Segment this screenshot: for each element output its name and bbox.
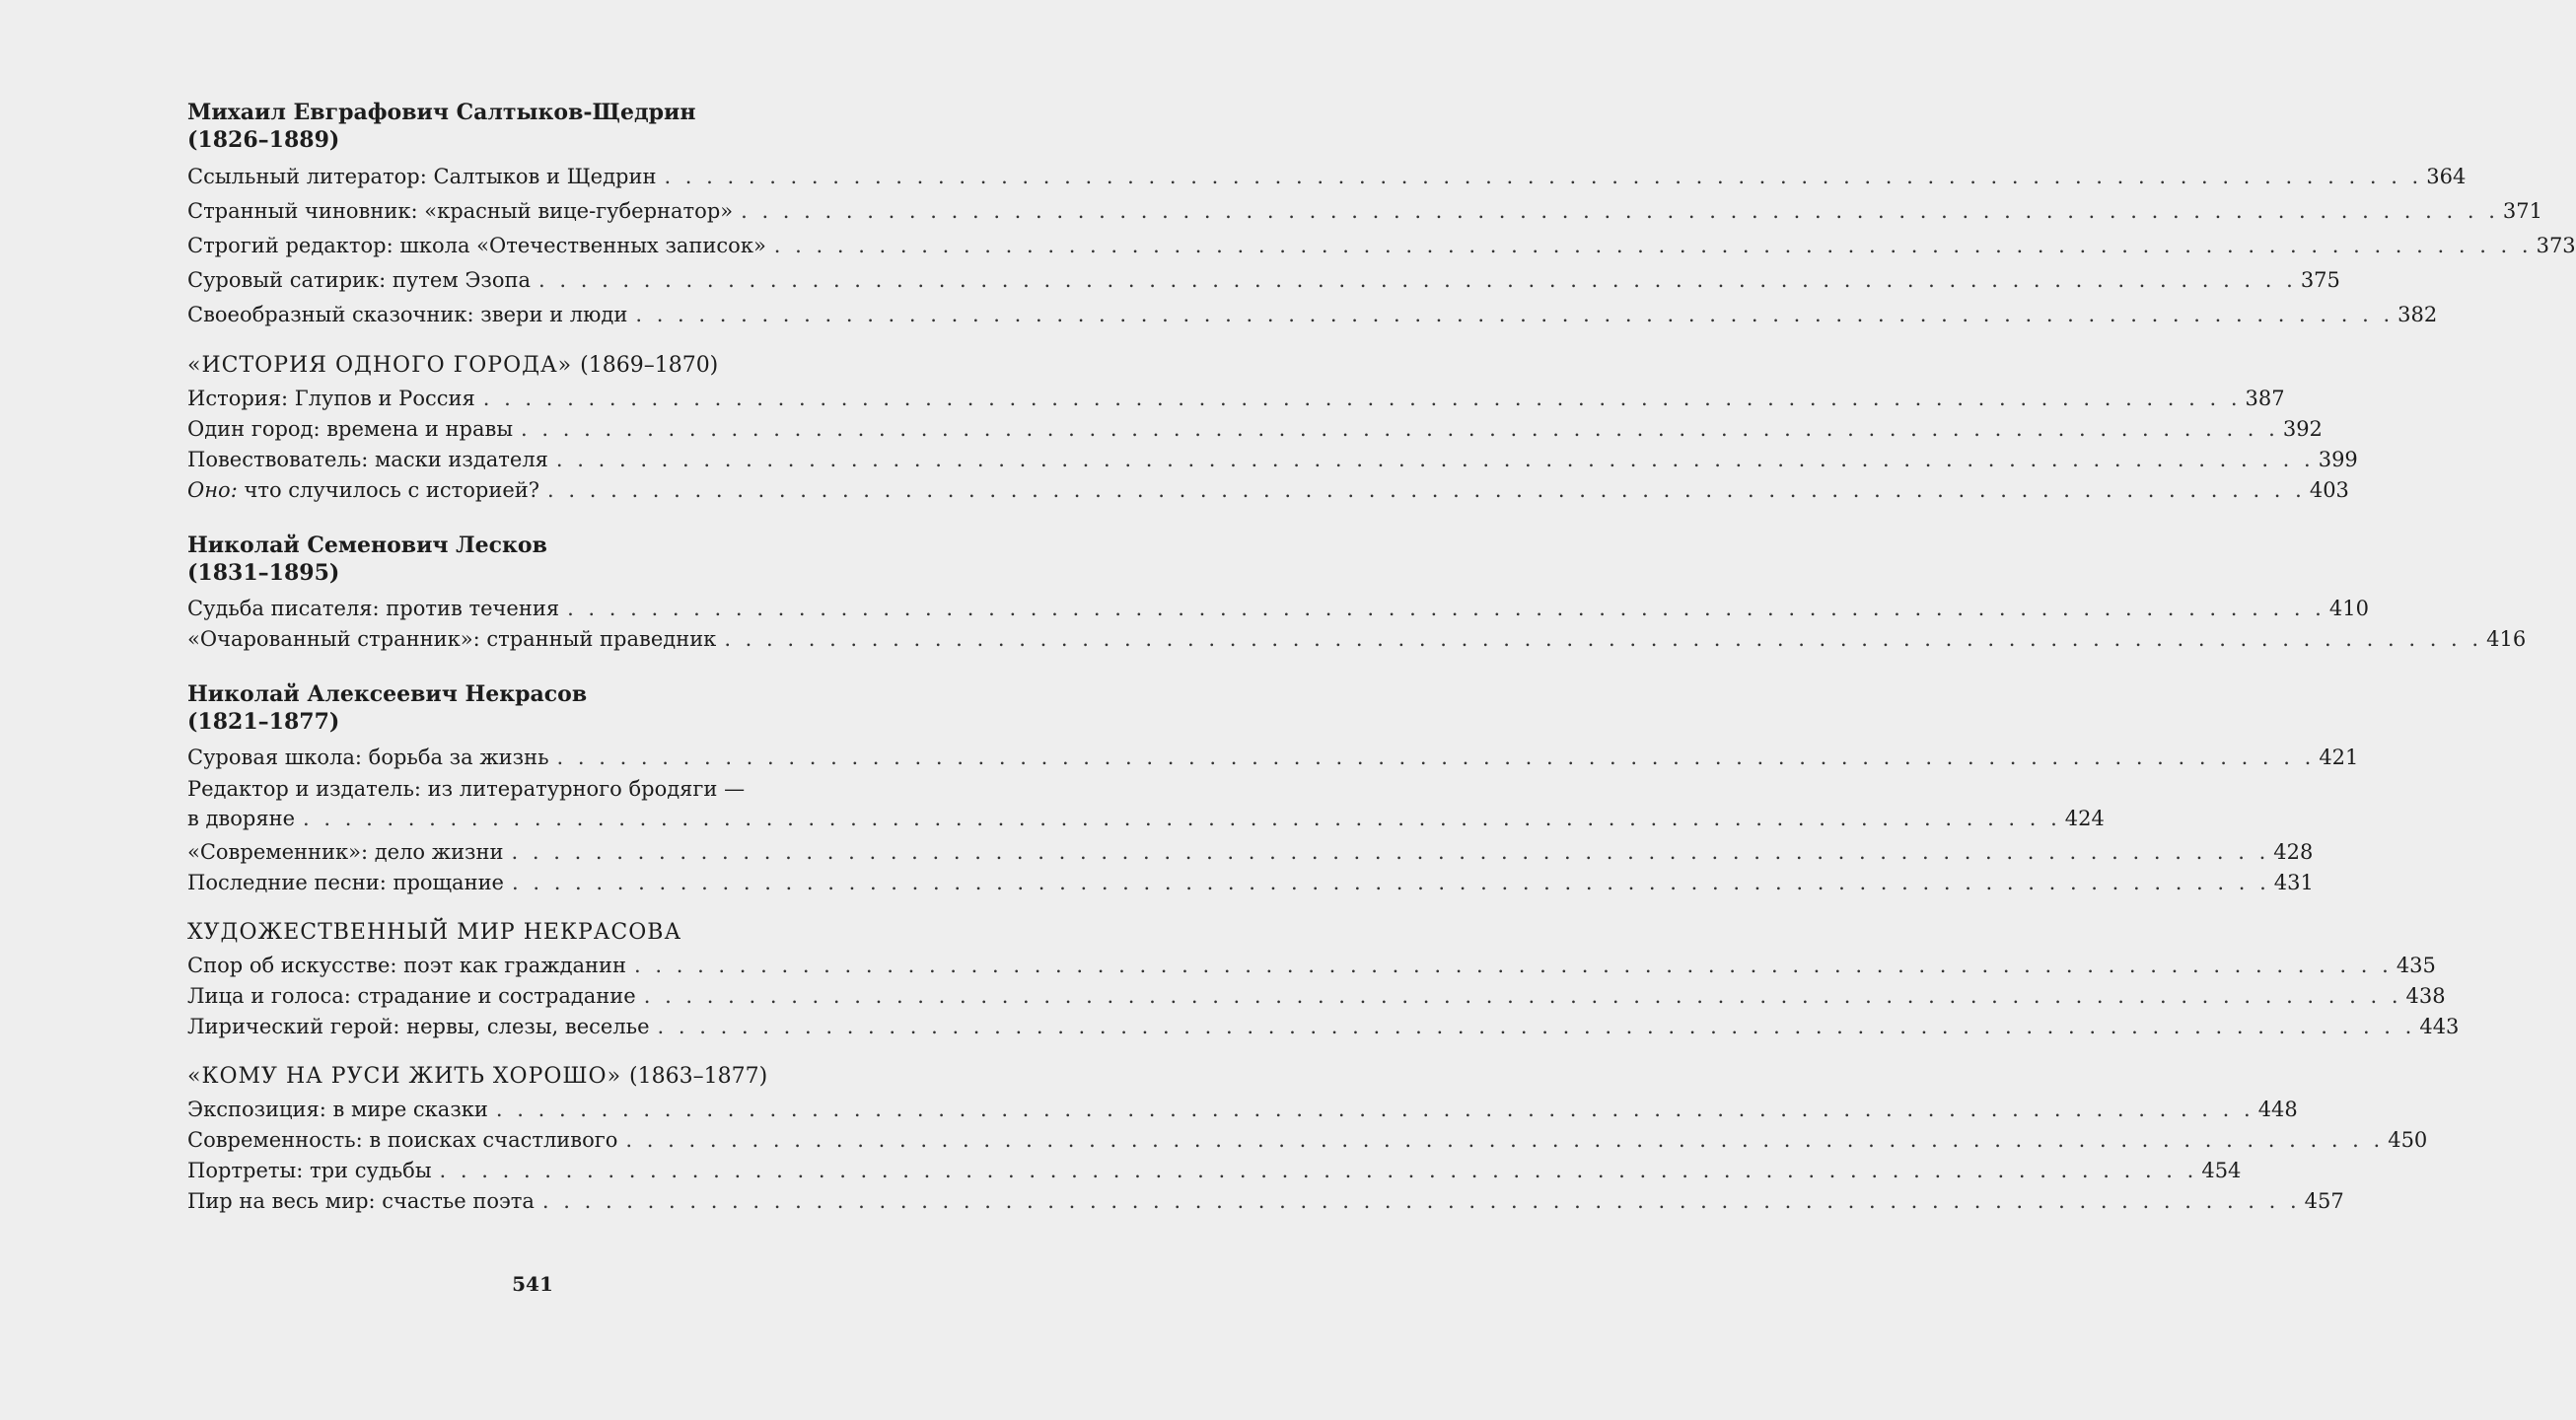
- entry-title: [187, 196, 733, 226]
- entry-title-text: Повествователь: маски издателя: [187, 448, 548, 471]
- toc-entry: [187, 595, 2369, 622]
- work-heading: [187, 918, 838, 948]
- entry-title: [187, 265, 531, 295]
- entry-title-text: «Современник»: дело жизни: [187, 840, 504, 864]
- table-of-contents: [187, 99, 2576, 1218]
- entry-title: [187, 300, 627, 329]
- entry-title-text: Суровый сатирик: путем Эзопа: [187, 268, 532, 292]
- author-dates: (1826–1889): [187, 127, 340, 153]
- work-title: ХУДОЖЕСТВЕННЫЙ МИР НЕКРАСОВА: [187, 920, 682, 945]
- entry-title-text: Современность: в поисках счастливого: [187, 1128, 618, 1152]
- entry-page-number: 416: [2486, 627, 2527, 651]
- author-dates: (1831–1895): [187, 560, 340, 586]
- author-name: Михаил Евграфович Салтыков-Щедрин: [187, 100, 696, 125]
- entry-title-line: Редактор и издатель: из литературного бродяги —: [187, 777, 746, 801]
- entry-title: [187, 231, 766, 260]
- entry-title-line: в дворяне: [187, 807, 296, 830]
- entry-title-text: История: Глупов и Россия: [187, 387, 475, 410]
- dot-leader: . . . . . . . . . . . . . . . . . . . . . . . . . . . . . . . . . . . . . . . . . . . . . . . . . . . . . . . . . . . . . . . . . . . . . . . . . . . . . . . . . . . .: [512, 871, 2270, 894]
- entry-row: [187, 804, 2105, 833]
- entry-page-number: 364: [2426, 165, 2467, 188]
- dot-leader: . . . . . . . . . . . . . . . . . . . . . . . . . . . . . . . . . . . . . . . . . . . . . . . . . . . . . . . . . . . . . . . . . . . . . . . . . . . . . . . . . . . .: [643, 984, 2402, 1008]
- toc-entry: [187, 1013, 2460, 1040]
- entry-title: [187, 625, 716, 653]
- entry-page-number: 392: [2282, 417, 2323, 441]
- entry-title: [187, 869, 504, 896]
- entry-page-number: 450: [2388, 1128, 2428, 1152]
- entry-title: [187, 982, 636, 1010]
- entry-page-number: 443: [2419, 1015, 2460, 1038]
- work-title: «КОМУ НА РУСИ ЖИТЬ ХОРОШО»: [187, 1064, 622, 1089]
- entry-title-text: Спор об искусстве: поэт как гражданин: [187, 954, 627, 977]
- entry-title: [187, 446, 548, 473]
- entry-title: [187, 1187, 535, 1215]
- entry-page-number: 421: [2319, 746, 2359, 769]
- work-years: (1863–1877): [629, 1064, 768, 1089]
- dot-leader: . . . . . . . . . . . . . . . . . . . . . . . . . . . . . . . . . . . . . . . . . . . . . . . . . . . . . . . . . . . . . . . . . . . . . . . . . . . . . . . . . . . .: [773, 234, 2533, 257]
- dot-leader: . . . . . . . . . . . . . . . . . . . . . . . . . . . . . . . . . . . . . . . . . . . . . . . . . . . . . . . . . . . . . . . . . . . . . . . . . . . . . . . . . . . .: [439, 1159, 2198, 1182]
- work-years: (1869–1870): [580, 353, 719, 378]
- entry-page-number: 457: [2304, 1189, 2344, 1213]
- toc-entry: [187, 162, 2467, 191]
- entry-title-text: Своеобразный сказочник: звери и люди: [187, 303, 628, 326]
- dot-leader: . . . . . . . . . . . . . . . . . . . . . . . . . . . . . . . . . . . . . . . . . . . . . . . . . . . . . . . . . . . . . . . . . . . . . . . . . . . . . . . . . . . .: [538, 268, 2297, 292]
- dot-leader: . . . . . . . . . . . . . . . . . . . . . . . . . . . . . . . . . . . . . . . . . . . . . . . . . . . . . . . . . . . . . . . . . . . . . . . . . . . . . . . . . . . .: [482, 387, 2242, 410]
- entry-title-text: Лица и голоса: страдание и сострадание: [187, 984, 636, 1008]
- entry-title-text: Судьба писателя: против течения: [187, 597, 560, 620]
- entry-title-text: Суровая школа: борьба за жизнь: [187, 746, 549, 769]
- work-heading: [187, 1062, 838, 1092]
- page-number: 541: [512, 1272, 553, 1296]
- entry-title-text: Ссыльный литератор: Салтыков и Щедрин: [187, 165, 657, 188]
- author-name: Николай Алексеевич Некрасов: [187, 681, 588, 707]
- entry-title-text: Один город: времена и нравы: [187, 417, 514, 441]
- dot-leader: . . . . . . . . . . . . . . . . . . . . . . . . . . . . . . . . . . . . . . . . . . . . . . . . . . . . . . . . . . . . . . . . . . . . . . . . . . . . . . . . . . . .: [634, 954, 2393, 977]
- entry-title: [187, 595, 559, 622]
- toc-entry: [187, 625, 2527, 653]
- entry-page-number: 410: [2328, 597, 2369, 620]
- entry-title-text: Строгий редактор: школа «Отечественных записок»: [187, 234, 766, 257]
- entry-page-number: 454: [2201, 1159, 2242, 1182]
- entry-title-text: Экспозиция: в мире сказки: [187, 1098, 488, 1121]
- entry-page-number: 438: [2405, 984, 2446, 1008]
- entry-page-number: 375: [2300, 268, 2340, 292]
- entry-title: [187, 476, 539, 504]
- entry-title-text: Пир на весь мир: счастье поэта: [187, 1189, 535, 1213]
- entry-page-number: 448: [2257, 1098, 2298, 1121]
- entry-page-number: 424: [2064, 807, 2105, 830]
- author-heading: [187, 680, 838, 736]
- entry-title: [187, 385, 475, 412]
- toc-entry: [187, 415, 2323, 443]
- dot-leader: . . . . . . . . . . . . . . . . . . . . . . . . . . . . . . . . . . . . . . . . . . . . . . . . . . . . . . . . . . . . . . . . . . . . . . . . . . . . . . . . . . . .: [657, 1015, 2416, 1038]
- dot-leader: . . . . . . . . . . . . . . . . . . . . . . . . . . . . . . . . . . . . . . . . . . . . . . . . . . . . . . . . . . . . . . . . . . . . . . . . . . . . . . . . . . . .: [724, 627, 2483, 651]
- entry-title-text: Странный чиновник: «красный вице-губернатор»: [187, 199, 734, 223]
- dot-leader: . . . . . . . . . . . . . . . . . . . . . . . . . . . . . . . . . . . . . . . . . . . . . . . . . . . . . . . . . . . . . . . . . . . . . . . . . . . . . . . . . . . .: [625, 1128, 2385, 1152]
- entry-page-number: 387: [2245, 387, 2285, 410]
- dot-leader: . . . . . . . . . . . . . . . . . . . . . . . . . . . . . . . . . . . . . . . . . . . . . . . . . . . . . . . . . . . . . . . . . . . . . . . . . . . . . . . . . . . .: [635, 303, 2395, 326]
- toc-entry: [187, 1157, 2242, 1184]
- entry-title: [187, 1096, 488, 1123]
- dot-leader: . . . . . . . . . . . . . . . . . . . . . . . . . . . . . . . . . . . . . . . . . . . . . . . . . . . . . . . . . . . . . . . . . . . . . . . . . . . . . . . . . . . .: [541, 1189, 2301, 1213]
- toc-entry: [187, 1126, 2428, 1154]
- entry-page-number: 435: [2396, 954, 2436, 977]
- author-heading: [187, 532, 838, 587]
- toc-entry: [187, 838, 2314, 866]
- entry-page-number: 373: [2536, 234, 2576, 257]
- entry-title: [187, 1157, 432, 1184]
- dot-leader: . . . . . . . . . . . . . . . . . . . . . . . . . . . . . . . . . . . . . . . . . . . . . . . . . . . . . . . . . . . . . . . . . . . . . . . . . . . . . . . . . . . .: [664, 165, 2423, 188]
- dot-leader: . . . . . . . . . . . . . . . . . . . . . . . . . . . . . . . . . . . . . . . . . . . . . . . . . . . . . . . . . . . . . . . . . . . . . . . . . . . . . . . . . . . .: [511, 840, 2270, 864]
- entry-title-text: Портреты: три судьбы: [187, 1159, 432, 1182]
- toc-entry: [187, 265, 2340, 295]
- toc-entry: [187, 196, 2542, 226]
- entry-page-number: 399: [2318, 448, 2358, 471]
- dot-leader: . . . . . . . . . . . . . . . . . . . . . . . . . . . . . . . . . . . . . . . . . . . . . . . . . . . . . . . . . . . . . . . . . . . . . . . . . . . . . . . . . . . .: [303, 807, 2061, 830]
- entry-title: [187, 952, 626, 979]
- dot-leader: . . . . . . . . . . . . . . . . . . . . . . . . . . . . . . . . . . . . . . . . . . . . . . . . . . . . . . . . . . . . . . . . . . . . . . . . . . . . . . . . . . . .: [555, 448, 2315, 471]
- toc-entry: [187, 982, 2446, 1010]
- entry-title-text: что случилось с историей?: [237, 478, 540, 502]
- entry-title: [187, 744, 549, 771]
- toc-entry: [187, 385, 2285, 412]
- toc-entry: [187, 869, 2314, 896]
- dot-leader: . . . . . . . . . . . . . . . . . . . . . . . . . . . . . . . . . . . . . . . . . . . . . . . . . . . . . . . . . . . . . . . . . . . . . . . . . . . . . . . . . . . .: [741, 199, 2499, 223]
- dot-leader: . . . . . . . . . . . . . . . . . . . . . . . . . . . . . . . . . . . . . . . . . . . . . . . . . . . . . . . . . . . . . . . . . . . . . . . . . . . . . . . . . . . .: [547, 478, 2306, 502]
- entry-title-italic: Оно:: [187, 478, 238, 502]
- dot-leader: . . . . . . . . . . . . . . . . . . . . . . . . . . . . . . . . . . . . . . . . . . . . . . . . . . . . . . . . . . . . . . . . . . . . . . . . . . . . . . . . . . . .: [556, 746, 2316, 769]
- work-title: «ИСТОРИЯ ОДНОГО ГОРОДА»: [187, 353, 573, 378]
- author-dates: (1821–1877): [187, 709, 340, 735]
- toc-entry: [187, 1096, 2298, 1123]
- entry-page-number: 428: [2273, 840, 2314, 864]
- entry-title: [187, 1126, 617, 1154]
- dot-leader: . . . . . . . . . . . . . . . . . . . . . . . . . . . . . . . . . . . . . . . . . . . . . . . . . . . . . . . . . . . . . . . . . . . . . . . . . . . . . . . . . . . .: [521, 417, 2279, 441]
- entry-title-text: Последние песни: прощание: [187, 871, 504, 894]
- entry-page-number: 403: [2309, 478, 2349, 502]
- entry-title: [187, 162, 656, 191]
- entry-title: [187, 838, 504, 866]
- toc-entry: [187, 774, 2105, 833]
- entry-page-number: 382: [2397, 303, 2438, 326]
- entry-title: [187, 1013, 650, 1040]
- entry-title-text: «Очарованный странник»: странный праведник: [187, 627, 717, 651]
- dot-leader: . . . . . . . . . . . . . . . . . . . . . . . . . . . . . . . . . . . . . . . . . . . . . . . . . . . . . . . . . . . . . . . . . . . . . . . . . . . . . . . . . . . .: [567, 597, 2326, 620]
- entry-title-text: Лирический герой: нервы, слезы, веселье: [187, 1015, 650, 1038]
- toc-entry: [187, 231, 2576, 260]
- toc-entry: [187, 1187, 2344, 1215]
- entry-title: [187, 415, 513, 443]
- work-heading: [187, 351, 838, 381]
- entry-page-number: 431: [2273, 871, 2314, 894]
- entry-page-number: 371: [2502, 199, 2542, 223]
- author-name: Николай Семенович Лесков: [187, 532, 547, 558]
- author-heading: [187, 99, 838, 154]
- toc-entry: [187, 300, 2438, 329]
- dot-leader: . . . . . . . . . . . . . . . . . . . . . . . . . . . . . . . . . . . . . . . . . . . . . . . . . . . . . . . . . . . . . . . . . . . . . . . . . . . . . . . . . . . .: [495, 1098, 2254, 1121]
- toc-entry: [187, 446, 2358, 473]
- toc-entry: [187, 952, 2436, 979]
- toc-entry: [187, 476, 2349, 504]
- toc-entry: [187, 744, 2359, 771]
